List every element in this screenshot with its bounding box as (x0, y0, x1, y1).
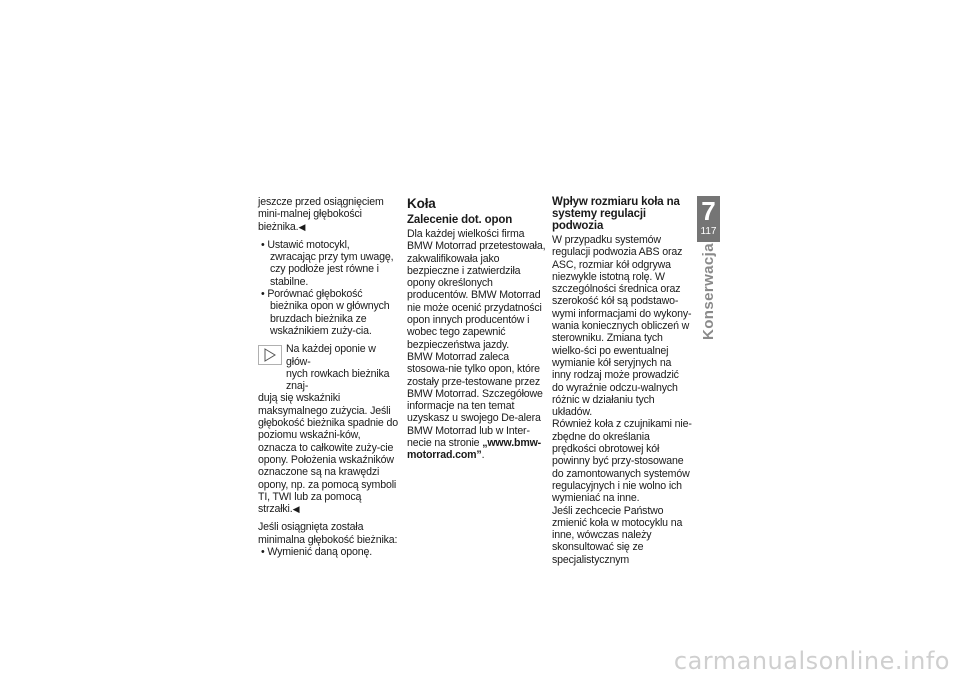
column-right (552, 196, 692, 566)
chapter-side-label: Konserwacja (700, 243, 717, 340)
website-link[interactable]: „www.bmw-motorrad.com” (407, 437, 542, 462)
note-text: dują się wskaźniki maksymalnego zużycia. Jeśli głębokość bieżnika spadnie do poziomu wskaźni-ków, oznacza to całkowite zuży-cie opony. Położenia wskaźników oznaczone są na krawędzi opony, np. za pomocą symboli TI, TWI lub za pomocą strzałki.◀ (258, 392, 398, 516)
text: jeszcze przed osiągnięciem mini-malnej głębokości bieżnika. (258, 196, 384, 233)
note-text-line: Na każdej oponie w głów- (286, 343, 376, 368)
subsection-heading: Zalecenie dot. opon (407, 214, 513, 226)
paragraph: Jeśli zechcecie Państwo zmienić koła w motocyklu na inne, wówczas należy skonsultować się ze specjalistycznym (552, 504, 683, 566)
paragraph: BMW Motorrad zaleca stosowa-nie tylko opon, które zostały prze-testowane przez BMW Motorrad. Szczegółowe informacje na ten temat uzyskasz u swojego De-alera BMW Motorrad lub w Inter-necie na stronie „www.bmw-motorrad.com”. (407, 350, 543, 462)
note-block (258, 343, 398, 515)
paragraph: Jeśli osiągnięta została minimalna głębokość bieżnika: (258, 521, 398, 546)
paragraph: Dla każdej wielkości firma BMW Motorrad przetestowała, zakwalifikowała jako bezpieczne i zatwierdziła opony określonych producentów. BMW Motorrad nie może ocenić przydatności opon innych producentów i wobec tego zapewnić bezpieczeństwa jazdy. (407, 228, 546, 351)
note-text-line: nych rowkach bieżnika znaj- (286, 367, 390, 393)
chapter-tab (697, 196, 720, 242)
list-item: • Porównać głębokość bieżnika opon w głównych bruzdach bieżnika ze wskaźnikiem zuży-cia. (261, 288, 390, 337)
note-triangle-icon (258, 345, 282, 365)
paragraph (258, 196, 398, 233)
section-heading: Koła (407, 196, 436, 211)
section-heading: Wpływ rozmiaru koła na systemy regulacji podwozia (552, 196, 680, 232)
list-item: • Ustawić motocykl, zwracając przy tym uwagę, czy podłoże jest równe i stabilne. (261, 238, 394, 288)
end-marker-icon: ◀ (292, 504, 300, 515)
chapter-number: 7 (701, 196, 716, 226)
paragraph: Również koła z czujnikami nie-zbędne do określania prędkości obrotowej kół powinny być przy-stosowane do zamontowanych systemów regulacyjnych i nie wolno ich wymieniać na inne. (552, 418, 692, 505)
end-marker-icon: ◀ (298, 221, 306, 232)
column-middle (407, 196, 547, 462)
paragraph: W przypadku systemów regulacji podwozia ABS oraz ASC, rozmiar kół odgrywa niezwykle istotną rolę. W szczególności średnica oraz szerokość kół są podstawo-wymi informacjami do wykony-wania koniecznych obliczeń w sterowniku. Zmiana tych wielko-ści po ewentualnej wymianie kół seryjnych na inny rodzaj może prowadzić do wyraźnie odczu-walnych różnic w działaniu tych układów. (552, 234, 692, 419)
column-left (258, 196, 398, 558)
page-number: 117 (700, 226, 717, 237)
list-item: • Wymienić daną oponę. (261, 546, 373, 559)
watermark: carmanualsonline.info (673, 647, 950, 675)
